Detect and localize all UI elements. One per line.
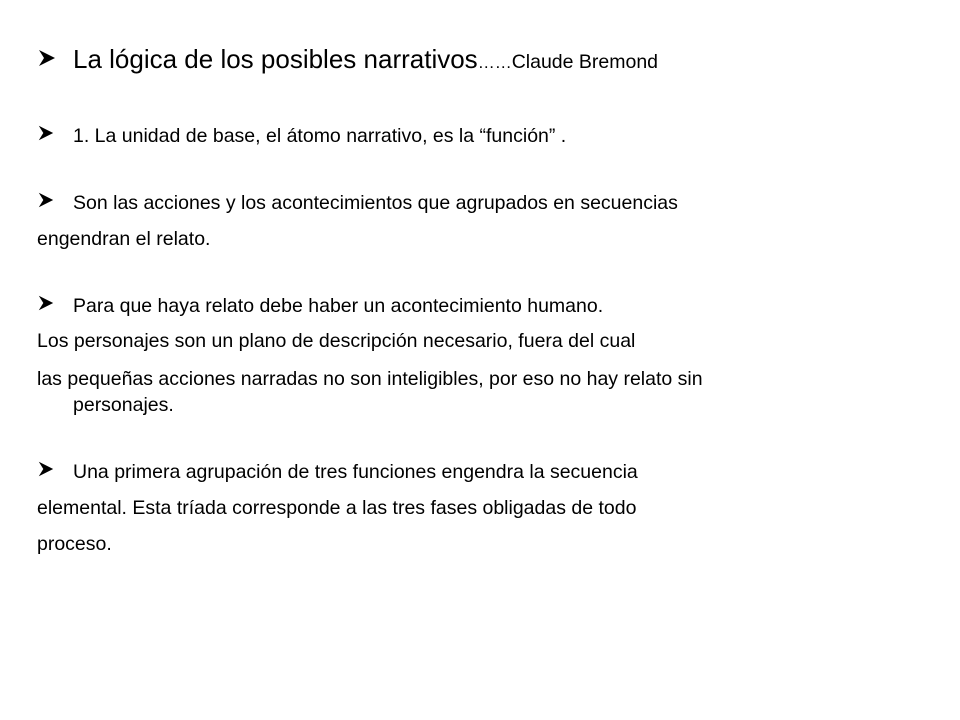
title-author: Claude Bremond bbox=[511, 51, 659, 73]
arrowhead-bullet-icon bbox=[37, 124, 73, 142]
arrowhead-bullet-icon bbox=[37, 294, 73, 312]
bullet-4-line-2: elemental. Esta tríada corresponde a las tres fases obligadas de todo bbox=[37, 497, 637, 519]
bullet-2 bbox=[37, 191, 678, 215]
bullet-3-line-4: personajes. bbox=[73, 394, 174, 416]
slide-title bbox=[37, 44, 658, 75]
arrowhead-bullet-icon bbox=[37, 191, 73, 209]
title-main: La lógica de los posibles narrativos bbox=[73, 44, 478, 74]
bullet-4-line-3: proceso. bbox=[37, 533, 112, 555]
bullet-2-line-2: engendran el relato. bbox=[37, 228, 211, 250]
bullet-1-text: 1. La unidad de base, el átomo narrativo, es la “función” . bbox=[73, 125, 567, 147]
arrowhead-bullet-icon bbox=[37, 48, 73, 68]
bullet-4-text: Una primera agrupación de tres funciones engendra la secuencia bbox=[73, 461, 638, 483]
bullet-2-text: Son las acciones y los acontecimientos que agrupados en secuencias bbox=[73, 192, 678, 214]
bullet-3-line-3: las pequeñas acciones narradas no son inteligibles, por eso no hay relato sin bbox=[37, 368, 703, 390]
arrowhead-bullet-icon bbox=[37, 460, 73, 478]
bullet-1 bbox=[37, 124, 566, 148]
title-ellipsis: …… bbox=[477, 53, 512, 72]
bullet-3 bbox=[37, 294, 603, 318]
bullet-3-line-2: Los personajes son un plano de descripción necesario, fuera del cual bbox=[37, 330, 636, 352]
bullet-3-text: Para que haya relato debe haber un acontecimiento humano. bbox=[73, 295, 604, 317]
bullet-4 bbox=[37, 460, 638, 484]
